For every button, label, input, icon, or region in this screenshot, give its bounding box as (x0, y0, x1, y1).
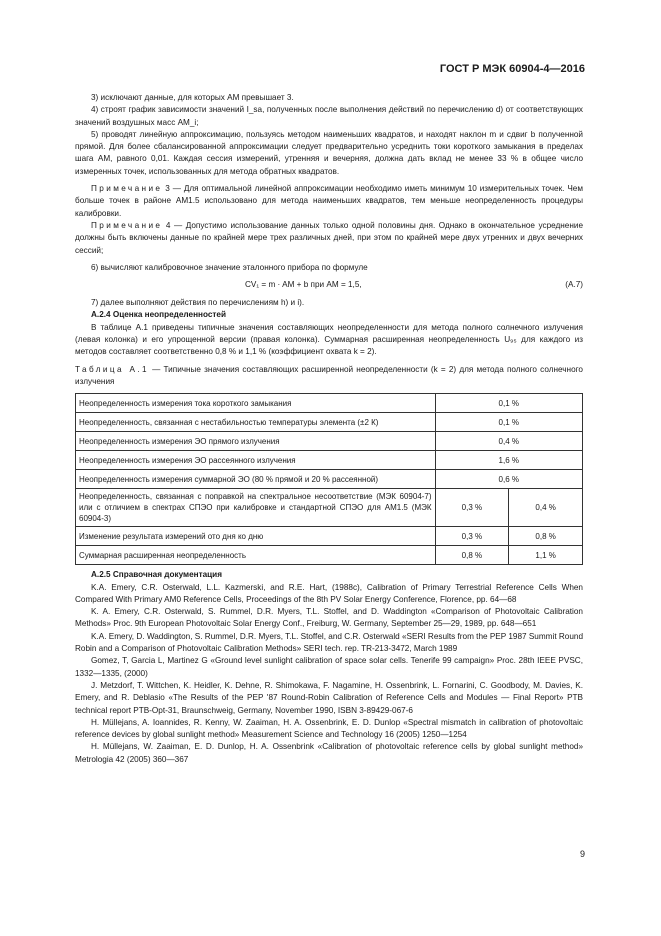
table-cell-value: 1,6 % (435, 451, 582, 470)
table-cell-label: Неопределенность измерения тока короткого замыкания (76, 394, 436, 413)
table-cell-label: Неопределенность измерения ЭО рассеянного излучения (76, 451, 436, 470)
table-cell-label: Неопределенность измерения ЭО прямого излучения (76, 432, 436, 451)
note-text: 3 — Для оптимальной линейной аппроксимации необходимо иметь минимум 10 измерительных точек. Чем больше точек в районе АМ1.5 использовано для метода наименьших квадратов, тем меньше неопределенность процедуры калибровки. (75, 184, 583, 218)
reference-item: Gomez, T, Garcia L, Martinez G «Ground level sunlight calibration of space solar cells. Tenerife 99 campaign» Proc. 28th IEEE PVSC, 1332—1335, (2000) (75, 656, 583, 678)
page-body (75, 92, 583, 766)
document-header: ГОСТ Р МЭК 60904-4—2016 (439, 63, 585, 75)
reference-item: K. A. Emery, C.R. Osterwald, S. Rummel, D.R. Myers, T.L. Stoffel, and D. Waddington «Comparison of Photovoltaic Calibration Methods» Proc. 9th European Photovoltaic Solar Energy Conf., Freiburg, W. Germany, September 25—29, 1989, pp. 648—651 (75, 607, 583, 629)
page-number: 9 (579, 849, 585, 859)
table-cell-value: 0,1 % (435, 413, 582, 432)
table-cell-label: Изменение результата измерений ото дня ко дню (76, 527, 436, 546)
table-caption-label: Таблица А.1 (75, 364, 149, 374)
table-row (76, 489, 583, 527)
table-caption (75, 364, 583, 389)
table-cell-value: 0,6 % (435, 470, 582, 489)
table-caption-text: — Типичные значения составляющих расширенной неопределенности (k = 2) для метода полного солнечного излучения (75, 364, 583, 386)
table-cell-value: 0,4 % (435, 432, 582, 451)
note-4 (75, 220, 583, 257)
step-7: 7) далее выполняют действия по перечислениям h) и i). (91, 298, 305, 308)
table-cell-label: Суммарная расширенная неопределенность (76, 546, 436, 565)
table-cell-left-value: 0,8 % (435, 546, 509, 565)
section-a25-heading: А.2.5 Справочная документация (91, 570, 222, 580)
section-a24-heading: А.2.4 Оценка неопределенностей (91, 310, 227, 320)
table-row (76, 451, 583, 470)
table-row (76, 413, 583, 432)
table-cell-label: Неопределенность, связанная с поправкой на спектральное несоответствие (МЭК 60904-7) или с отличием в спектрах СПЭО при калибровке и стандартной СПЭО для АМ1.5 (МЭК 60904-3) (76, 489, 436, 527)
reference-item: J. Metzdorf, T. Wittchen, K. Heidler, K. Dehne, R. Shimokawa, F. Nagamine, H. Ossenbrink, L. Fornarini, C. Goodbody, M. Davies, K. Emery, and R. Deblasio «The Results of the PEP '87 Round-Robin Calibration of Reference Cells and Modules — Final Report» PTB technical report PTB-Opt-31, Braunschweig, Germany, November 1990, ISBN 3-89429-067-6 (75, 680, 583, 715)
step-4: 4) строят график зависимости значений I_sa, полученных после выполнения действий по перечислению d) от соответствующих значений воздушных масс AM_i; (75, 105, 583, 127)
step-6: 6) вычисляют калибровочное значение эталонного прибора по формуле (91, 262, 368, 272)
reference-item: H. Müllejans, W. Zaaiman, E. D. Dunlop, H. A. Ossenbrink «Calibration of photovoltaic reference cells by global sunlight method» Metrologia 42 (2005) 360—367 (75, 742, 583, 764)
table-row (76, 527, 583, 546)
table-cell-label: Неопределенность измерения суммарной ЭО (80 % прямой и 20 % рассеянной) (76, 470, 436, 489)
step-5: 5) проводят линейную аппроксимацию, пользуясь методом наименьших квадратов, и находят наклон m и сдвиг b полученной прямой. Для более сбалансированной аппроксимации следует предварительно усреднить токи короткого замыкания в пределах шага АМ, равного 0,01. Каждая сессия измерений, утренняя и вечерняя, должна дать вклад не менее 33 % в общее число измеренных точек, использованных для метода обратных квадратов. (75, 129, 583, 176)
formula-a7 (75, 278, 583, 293)
table-row (76, 394, 583, 413)
table-cell-right-value: 0,8 % (509, 527, 583, 546)
note-3 (75, 183, 583, 220)
reference-item: H. Müllejans, A. Ioannides, R. Kenny, W. Zaaiman, H. A. Ossenbrink, E. D. Dunlop «Spectral mismatch in calibration of photovoltaic reference devices by global sunlight method» Measurement Science and Technology 16 (2005) 1250—1254 (75, 717, 583, 740)
reference-item: K.A. Emery, D. Waddington, S. Rummel, D.R. Myers, T.L. Stoffel, and C.R. Osterwald «SERI Results from the PEP 1987 Summit Round Robin and a Comparison of Photovoltaic Calibration Methods» SERI tech. rep. TR-213-3472, March 1989 (75, 631, 583, 654)
uncertainty-table (75, 393, 583, 565)
table-cell-left-value: 0,3 % (435, 527, 509, 546)
section-a24-text: В таблице А.1 приведены типичные значения составляющих неопределенности для метода полного солнечного излучения (левая колонка) и его упрощенной версии (правая колонка). Суммарная расширенная неопределенность U₉₅ для каждого из методов составляет соответственно 0,8 % и 1,1 % (коэффициент охвата k = 2). (75, 322, 583, 357)
formula-text: CV₁ = m · AM + b при AM = 1,5, (245, 280, 362, 290)
note-text: 4 — Допустимо использование данных только одной половины дня. Однако в окончательное усреднение должны быть включены данные по крайней мере трех различных дней, при этом по крайней мере двух утренних и двух вечерних сессий; (75, 220, 584, 255)
formula-number: (A.7) (565, 280, 583, 290)
table-cell-label: Неопределенность, связанная с нестабильностью температуры элемента (±2 К) (76, 413, 436, 432)
step-3: 3) исключают данные, для которых АМ превышает 3. (91, 93, 294, 102)
note-label: Примечание (91, 184, 163, 194)
table-cell-value: 0,1 % (435, 394, 582, 413)
table-row (76, 432, 583, 451)
table-cell-left-value: 0,3 % (435, 489, 509, 527)
reference-item: K.A. Emery, C.R. Osterwald, L.L. Kazmerski, and R.E. Hart, (1988c), Calibration of Primary Terrestrial Reference Cells When Compared With Primary AM0 Reference Cells, Proceedings of the 8th PV Solar Energy Conference, Florence, pp. 64—68 (75, 582, 583, 604)
table-row (76, 546, 583, 565)
table-row (76, 470, 583, 489)
note-label: Примечание (91, 220, 163, 230)
table-cell-right-value: 0,4 % (509, 489, 583, 527)
table-cell-right-value: 1,1 % (509, 546, 583, 565)
